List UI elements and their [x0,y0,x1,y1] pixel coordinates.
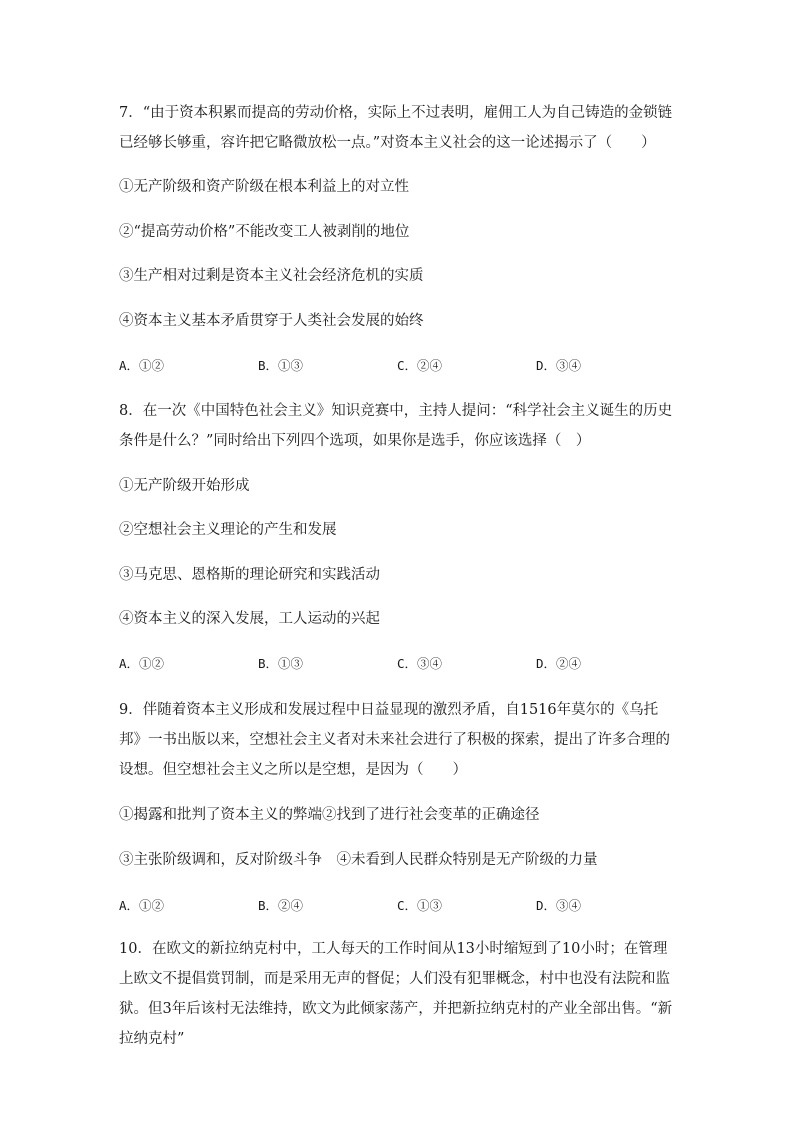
choice-b[interactable]: B．①③ [258,358,304,373]
question-8 [119,396,679,456]
answer-choices [119,896,679,916]
statement-item: ④资本主义的深入发展，工人运动的兴起 [119,611,380,627]
choice-a[interactable]: A．①② [119,898,165,913]
statement-item: ③主张阶级调和，反对阶级斗争 ④未看到人民群众特别是无产阶级的力量 [119,852,598,868]
statement-item: ①揭露和批判了资本主义的弊端②找到了进行社会变革的正确途径 [119,807,540,823]
choice-c[interactable]: C．①③ [397,898,443,913]
question-stem: 9．伴随着资本主义形成和发展过程中日益显现的激烈矛盾，自1516年莫尔的《乌托邦》一书出版以来，空想社会主义者对未来社会进行了积极的探索，提出了许多合理的设想。但空想社会主义之所以是空想，是因为（ ） [119,702,670,778]
choice-a[interactable]: A．①② [119,358,165,373]
choice-c[interactable]: C．②④ [397,358,443,373]
statement-item: ①无产阶级和资产阶级在根本利益上的对立性 [119,179,409,195]
statement-item: ③马克思、恩格斯的理论研究和实践活动 [119,567,380,583]
answer-choices [119,356,679,376]
answer-choices [119,654,679,674]
choice-a[interactable]: A．①② [119,656,165,671]
choice-d[interactable]: D．③④ [536,898,582,913]
statement-item: ①无产阶级开始形成 [119,478,250,494]
question-10 [119,934,679,1054]
statement-item: ③生产相对过剩是资本主义社会经济危机的实质 [119,268,424,284]
choice-b[interactable]: B．①③ [258,656,304,671]
choice-d[interactable]: D．③④ [536,358,582,373]
question-9 [119,695,679,785]
question-stem: 8．在一次《中国特色社会主义》知识竞赛中，主持人提问：“科学社会主义诞生的历史条件是什么？”同时给出下列四个选项，如果你是选手，你应该选择（ ） [119,403,673,449]
choice-d[interactable]: D．②④ [536,656,582,671]
statement-item: ④资本主义基本矛盾贯穿于人类社会发展的始终 [119,313,424,329]
question-stem: 7．“由于资本积累而提高的劳动价格，实际上不过表明，雇佣工人为自己铸造的金锁链已经够长够重，容许把它略微放松一点。”对资本主义社会的这一论述揭示了（ ） [119,105,673,151]
question-7 [119,98,679,158]
statement-item: ②空想社会主义理论的产生和发展 [119,522,337,538]
choice-c[interactable]: C．③④ [397,656,443,671]
question-stem: 10．在欧文的新拉纳克村中，工人每天的工作时间从13小时缩短到了10小时；在管理上欧文不提倡赏罚制，而是采用无声的督促；人们没有犯罪概念，村中也没有法院和监狱。但3年后该村无法维持，欧文为此倾家荡产，并把新拉纳克村的产业全部出售。“新拉纳克村” [119,941,673,1047]
statement-item: ②“提高劳动价格”不能改变工人被剥削的地位 [119,224,410,240]
choice-b[interactable]: B．②④ [258,898,304,913]
